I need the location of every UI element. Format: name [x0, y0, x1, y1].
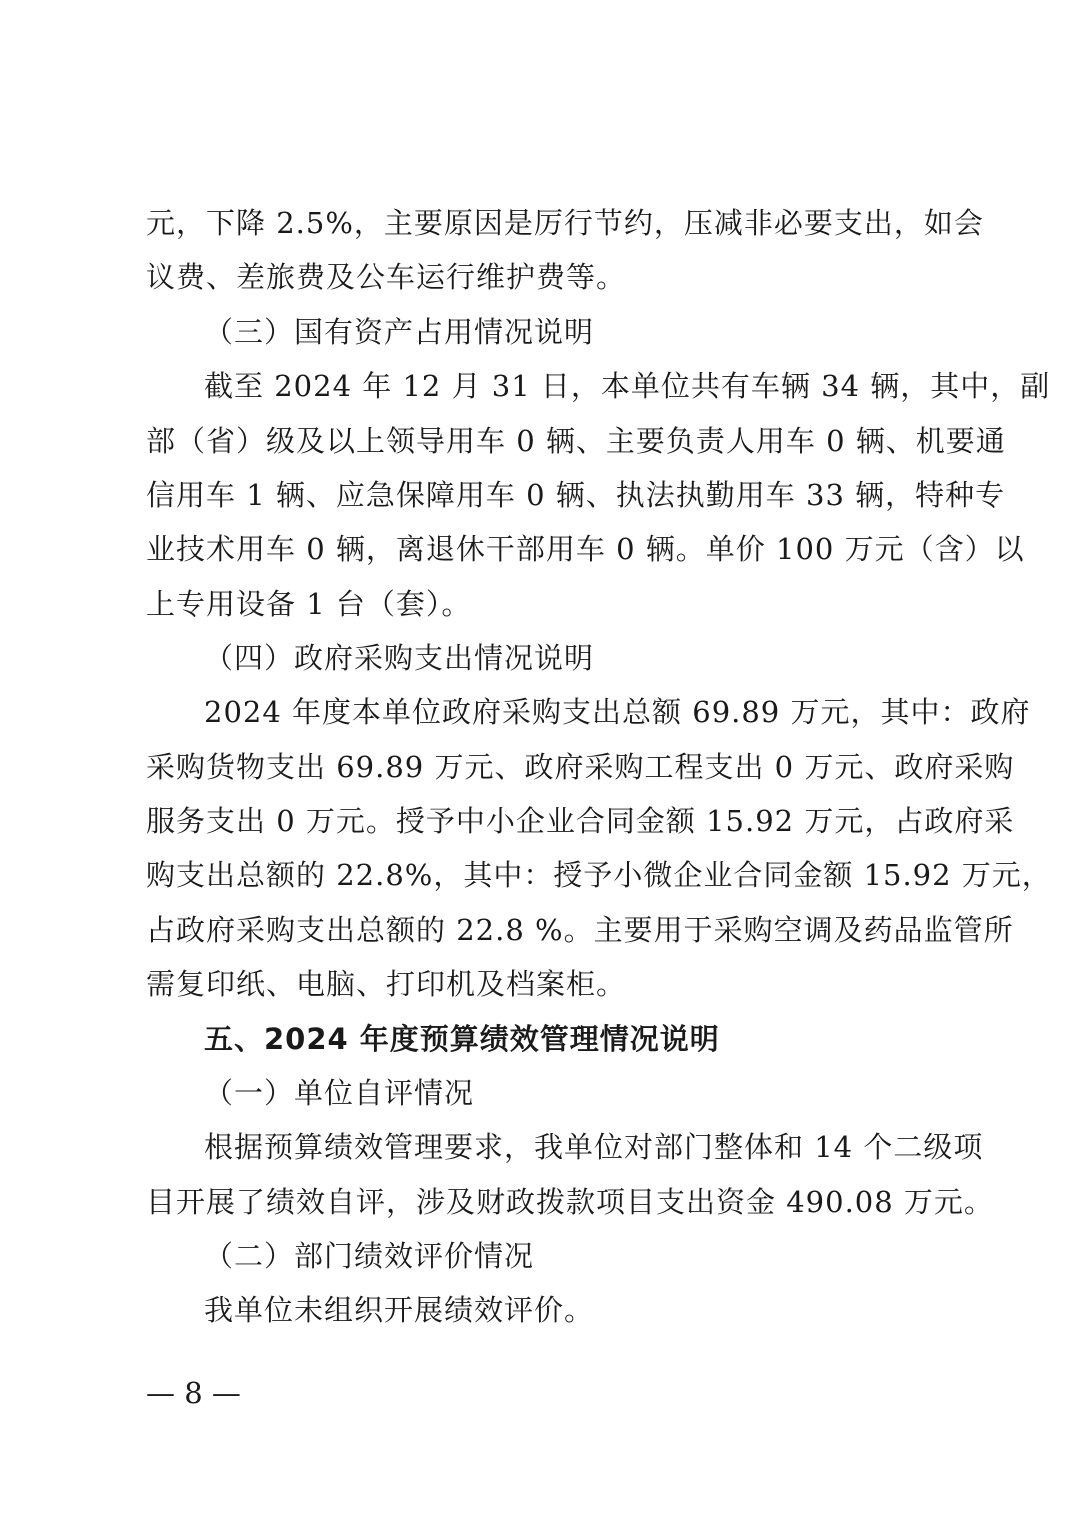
paragraph-line: 2024 年度本单位政府采购支出总额 69.89 万元，其中：政府	[204, 695, 1031, 729]
paragraph-line: 我单位未组织开展绩效评价。	[204, 1293, 595, 1327]
paragraph-line: 元，下降 2.5%，主要原因是厉行节约，压减非必要支出，如会	[146, 206, 984, 240]
section-heading: （三）国有资产占用情况说明	[204, 315, 595, 349]
paragraph-line: 占政府采购支出总额的 22.8 %。主要用于采购空调及药品监管所	[146, 913, 1014, 947]
paragraph-line: 根据预算绩效管理要求，我单位对部门整体和 14 个二级项	[204, 1130, 984, 1164]
paragraph-line: 议费、差旅费及公车运行维护费等。	[146, 260, 627, 294]
paragraph-line: 业技术用车 0 辆，离退休干部用车 0 辆。单价 100 万元（含）以	[146, 532, 1025, 566]
paragraph-line: 部（省）级及以上领导用车 0 辆、主要负责人用车 0 辆、机要通	[146, 424, 1006, 458]
paragraph-line: 购支出总额的 22.8%，其中：授予小微企业合同金额 15.92 万元，	[146, 858, 1052, 892]
paragraph-line: 服务支出 0 万元。授予中小企业合同金额 15.92 万元，占政府采	[146, 804, 1015, 838]
paragraph-line: 目开展了绩效自评，涉及财政拨款项目支出资金 490.08 万元。	[146, 1185, 994, 1219]
section-heading: （四）政府采购支出情况说明	[204, 641, 595, 675]
paragraph-line: 截至 2024 年 12 月 31 日，本单位共有车辆 34 辆，其中，副	[204, 369, 1051, 403]
section-heading: （二）部门绩效评价情况	[204, 1239, 535, 1273]
chapter-heading: 五、2024 年度预算绩效管理情况说明	[204, 1022, 720, 1056]
paragraph-line: 上专用设备 1 台（套）。	[146, 587, 472, 621]
page-number: — 8 —	[146, 1376, 241, 1410]
paragraph-line: 采购货物支出 69.89 万元、政府采购工程支出 0 万元、政府采购	[146, 750, 1015, 784]
paragraph-line: 信用车 1 辆、应急保障用车 0 辆、执法执勤用车 33 辆，特种专	[146, 478, 1006, 512]
section-heading: （一）单位自评情况	[204, 1076, 475, 1110]
paragraph-line: 需复印纸、电脑、打印机及档案柜。	[146, 967, 627, 1001]
